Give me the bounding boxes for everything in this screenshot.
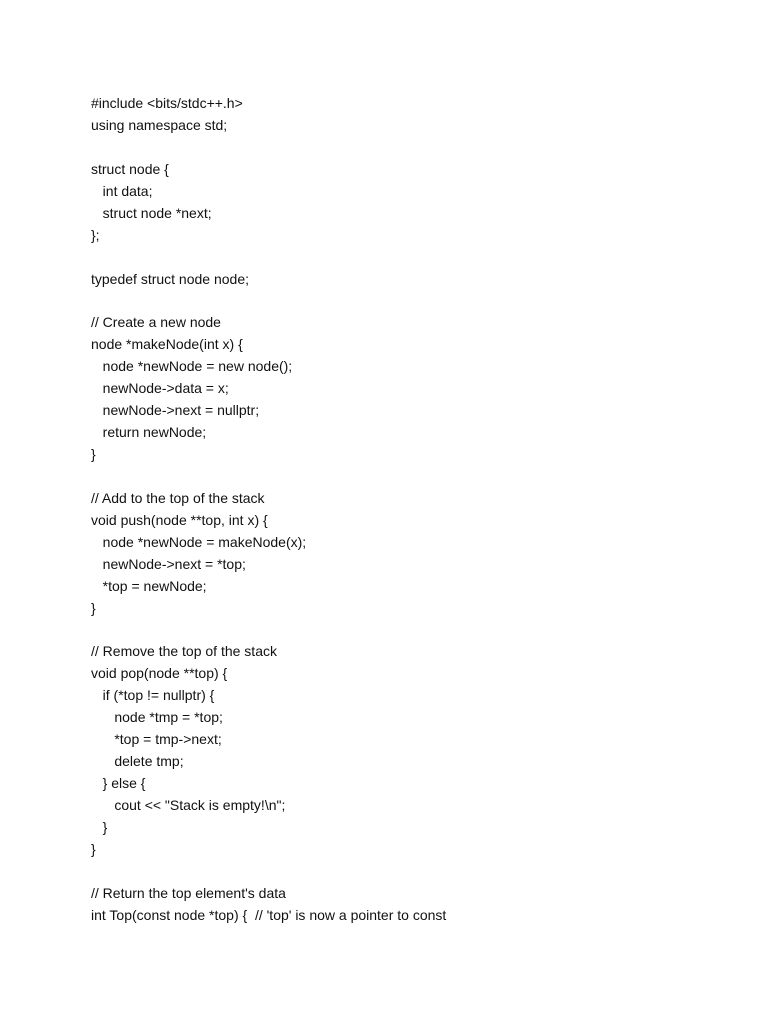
code-line: int data; (91, 182, 153, 199)
code-line: *top = newNode; (91, 577, 207, 594)
code-line: } (91, 599, 96, 616)
code-line: node *makeNode(int x) { (91, 336, 243, 353)
code-line: struct node *next; (91, 204, 212, 221)
code-line: // Remove the top of the stack (91, 643, 277, 660)
code-line: void push(node **top, int x) { (91, 511, 268, 528)
code-line: } else { (91, 775, 146, 792)
code-line: } (91, 446, 96, 462)
code-line: using namespace std; (91, 116, 228, 133)
code-line: cout << "Stack is empty!\n"; (91, 797, 286, 813)
code-line: newNode->next = nullptr; (91, 402, 260, 419)
code-line: int Top(const node *top) { // 'top' is now a pointer to const (91, 906, 447, 923)
code-line: #include <bits/stdc++.h> (91, 95, 243, 111)
code-line: node *newNode = new node(); (91, 358, 293, 375)
code-line (91, 466, 446, 488)
code-line: // Add to the top of the stack (91, 489, 265, 506)
code-line: typedef struct node node; (91, 270, 249, 287)
code-line: void pop(node **top) { (91, 665, 228, 682)
code-line (91, 861, 446, 883)
code-line: } (91, 818, 108, 835)
code-line: return newNode; (91, 424, 207, 441)
code-line: } (91, 840, 96, 857)
code-line: struct node { (91, 160, 169, 177)
code-line: }; (91, 226, 100, 243)
code-line: // Create a new node (91, 314, 221, 331)
code-line: delete tmp; (91, 753, 184, 770)
code-line: node *tmp = *top; (91, 709, 223, 726)
code-line: // Return the top element's data (91, 884, 286, 901)
code-text (91, 93, 446, 927)
code-line: if (*top != nullptr) { (91, 687, 215, 704)
code-line: newNode->next = *top; (91, 555, 246, 572)
code-line: newNode->data = x; (91, 380, 229, 397)
code-line (91, 137, 446, 159)
code-line (91, 290, 446, 312)
code-line (91, 247, 446, 269)
code-line: node *newNode = makeNode(x); (91, 533, 307, 550)
code-line: *top = tmp->next; (91, 731, 222, 748)
code-line (91, 620, 446, 642)
